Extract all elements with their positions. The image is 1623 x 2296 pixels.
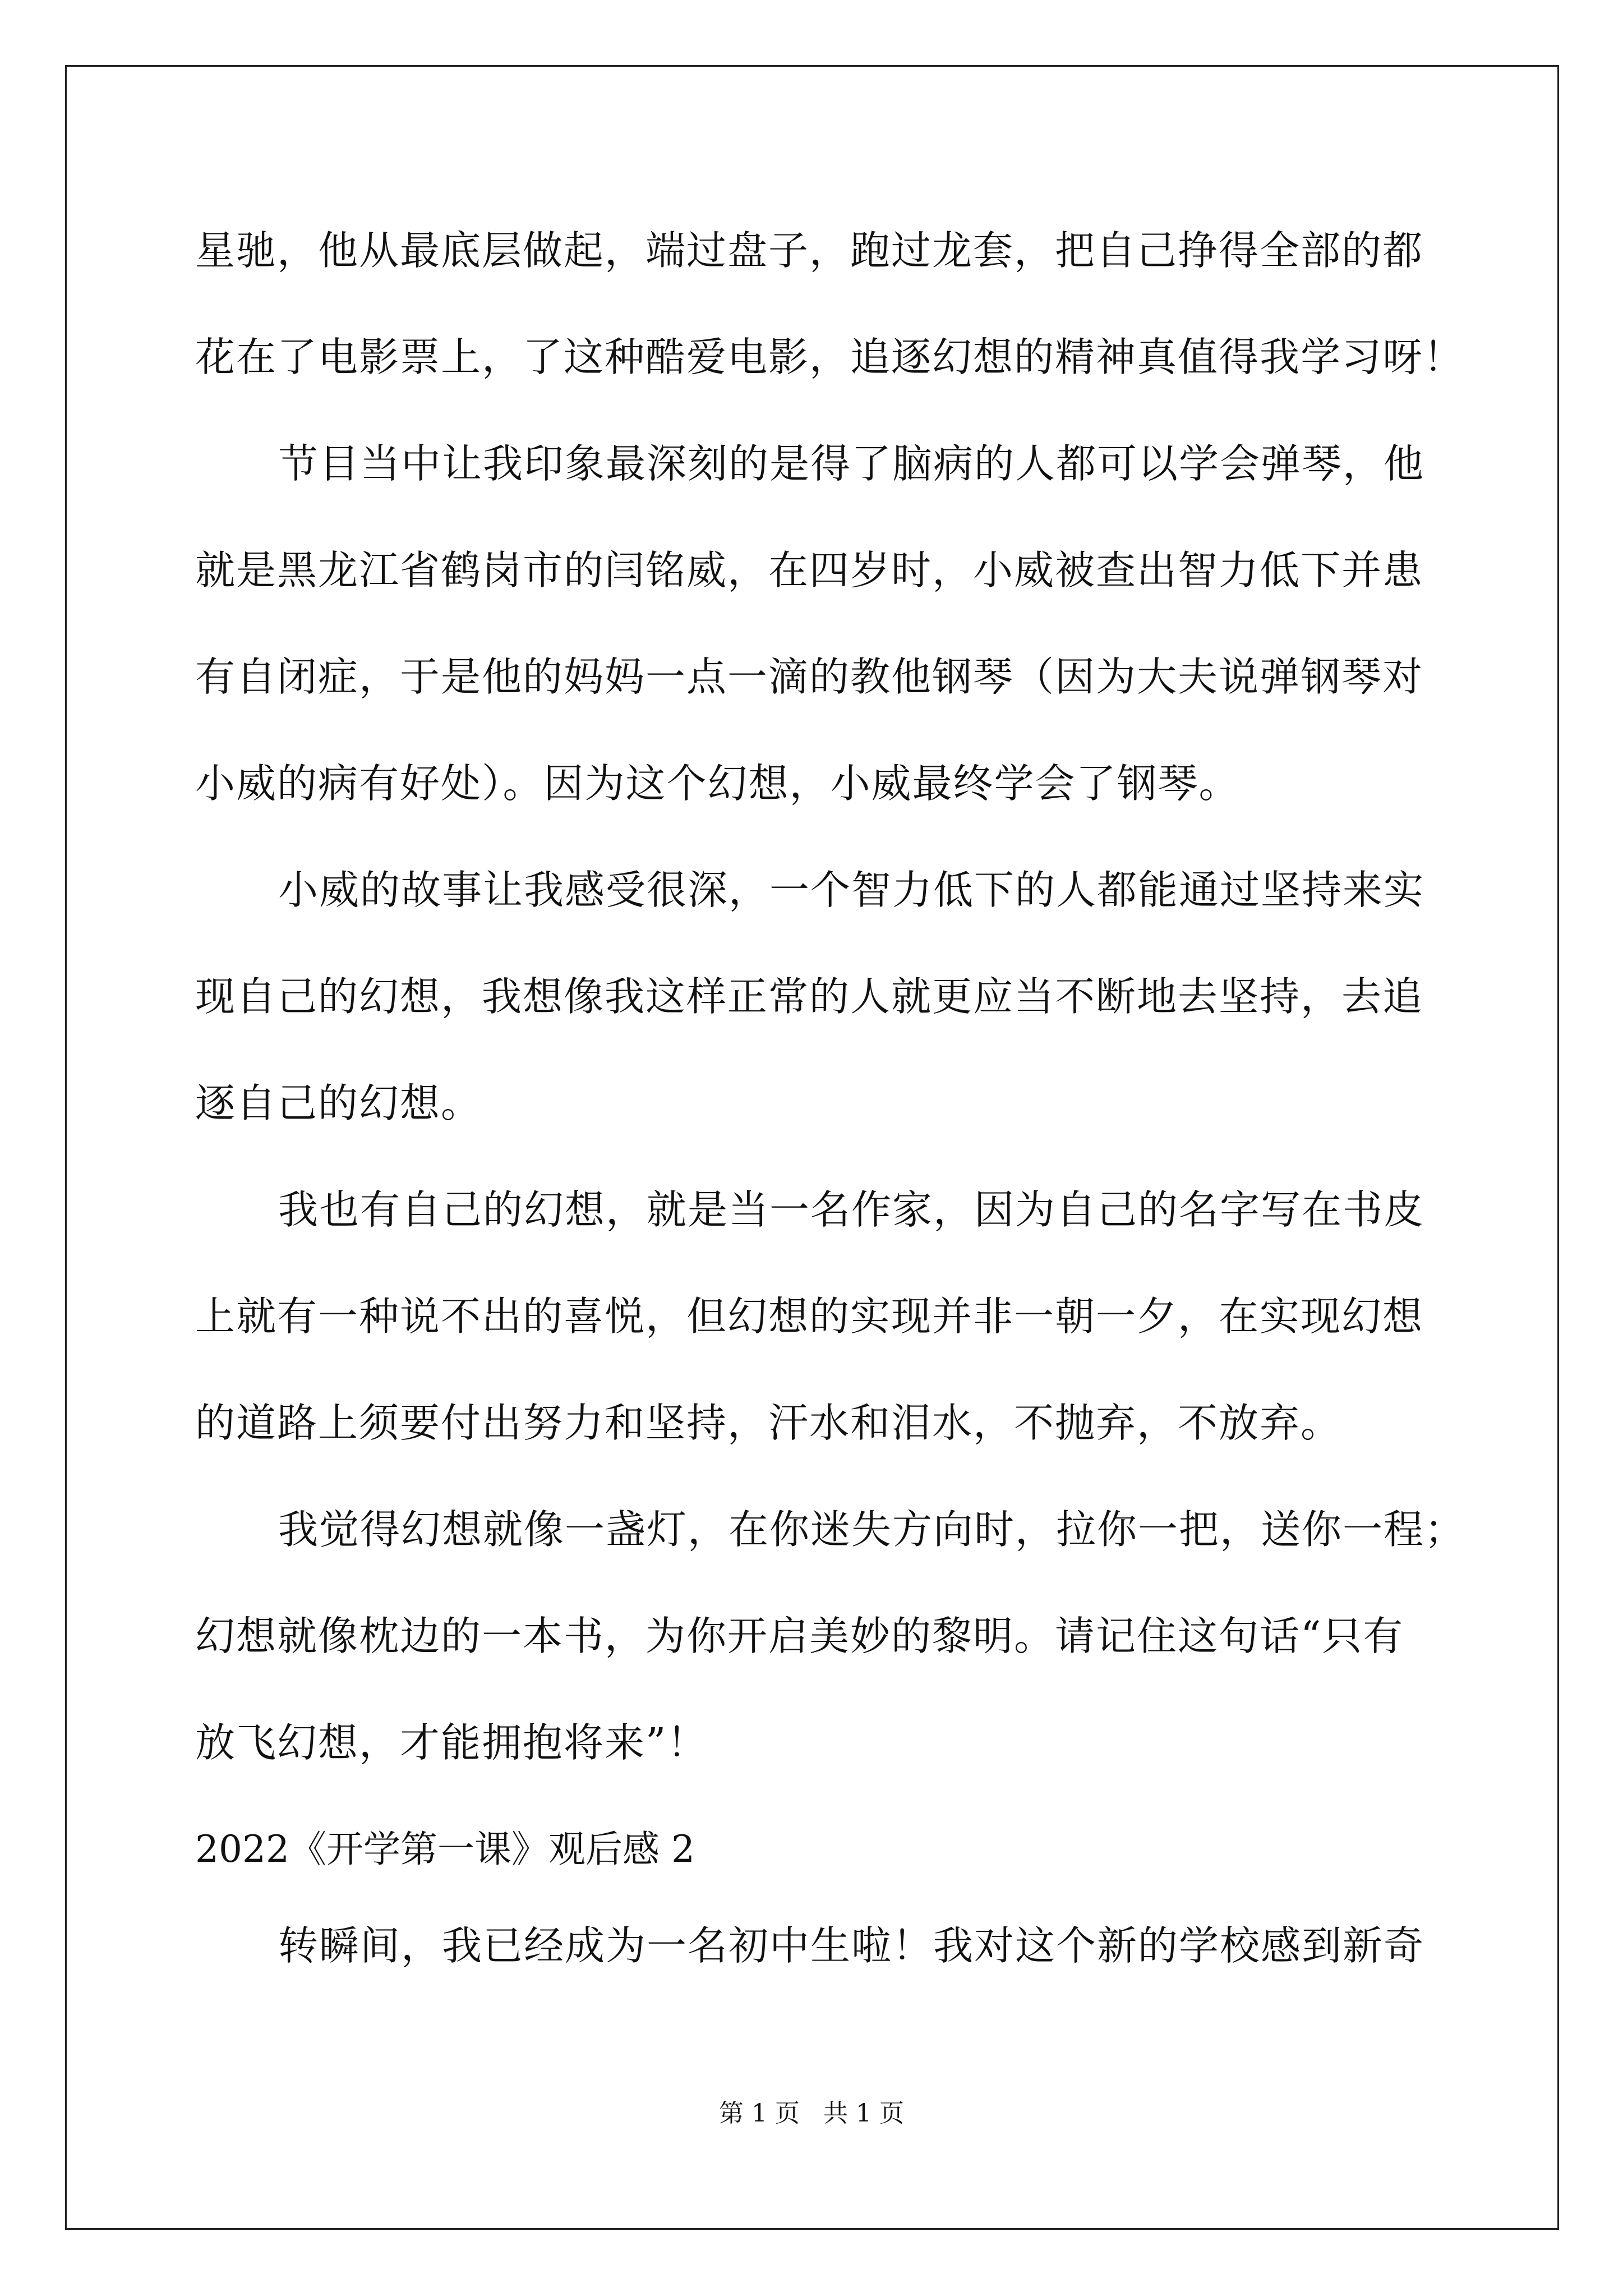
text-line: 星驰，他从最底层做起，端过盘子，跑过龙套，把自己挣得全部的都 xyxy=(195,227,1424,274)
section-heading: 2022《开学第一课》观后感 2 xyxy=(195,1828,695,1871)
text-line: 就是黑龙江省鹤岗市的闫铭威，在四岁时，小威被查出智力低下并患 xyxy=(195,547,1424,593)
page-footer xyxy=(0,2097,1623,2131)
page-total: 共 1 页 xyxy=(823,2099,904,2128)
text-line: 放飞幻想，才能拥抱将来”！ xyxy=(195,1719,708,1766)
text-line: 逐自己的幻想。 xyxy=(195,1080,482,1126)
document-body xyxy=(195,209,1466,2010)
text-line: 小威的病有好处）。因为这个幻想，小威最终学会了钢琴。 xyxy=(195,760,1240,807)
paragraph-start: 我也有自己的幻想，就是当一名作家，因为自己的名字写在书皮 xyxy=(278,1186,1425,1233)
text-line: 的道路上须要付出努力和坚持，汗水和泪水，不抛弃，不放弃。 xyxy=(195,1400,1342,1446)
page-number: 第 1 页 xyxy=(719,2099,800,2128)
paragraph-start: 转瞬间，我已经成为一名初中生啦！我对这个新的学校感到新奇 xyxy=(278,1922,1425,1969)
text-line: 花在了电影票上，了这种酷爱电影，追逐幻想的精神真值得我学习呀！ xyxy=(195,334,1465,380)
text-line: 上就有一种说不出的喜悦，但幻想的实现并非一朝一夕，在实现幻想 xyxy=(195,1293,1424,1340)
paragraph-start: 我觉得幻想就像一盏灯，在你迷失方向时，拉你一把，送你一程； xyxy=(278,1506,1466,1553)
text-line: 幻想就像枕边的一本书，为你开启美妙的黎明。请记住这句话“只有 xyxy=(195,1613,1404,1659)
text-line: 现自己的幻想，我想像我这样正常的人就更应当不断地去坚持，去追 xyxy=(195,973,1424,1020)
text-line: 有自闭症，于是他的妈妈一点一滴的教他钢琴（因为大夫说弹钢琴对 xyxy=(195,654,1424,700)
paragraph-start: 小威的故事让我感受很深，一个智力低下的人都能通过坚持来实 xyxy=(278,867,1425,913)
paragraph-start: 节目当中让我印象最深刻的是得了脑病的人都可以学会弹琴，他 xyxy=(278,440,1425,487)
